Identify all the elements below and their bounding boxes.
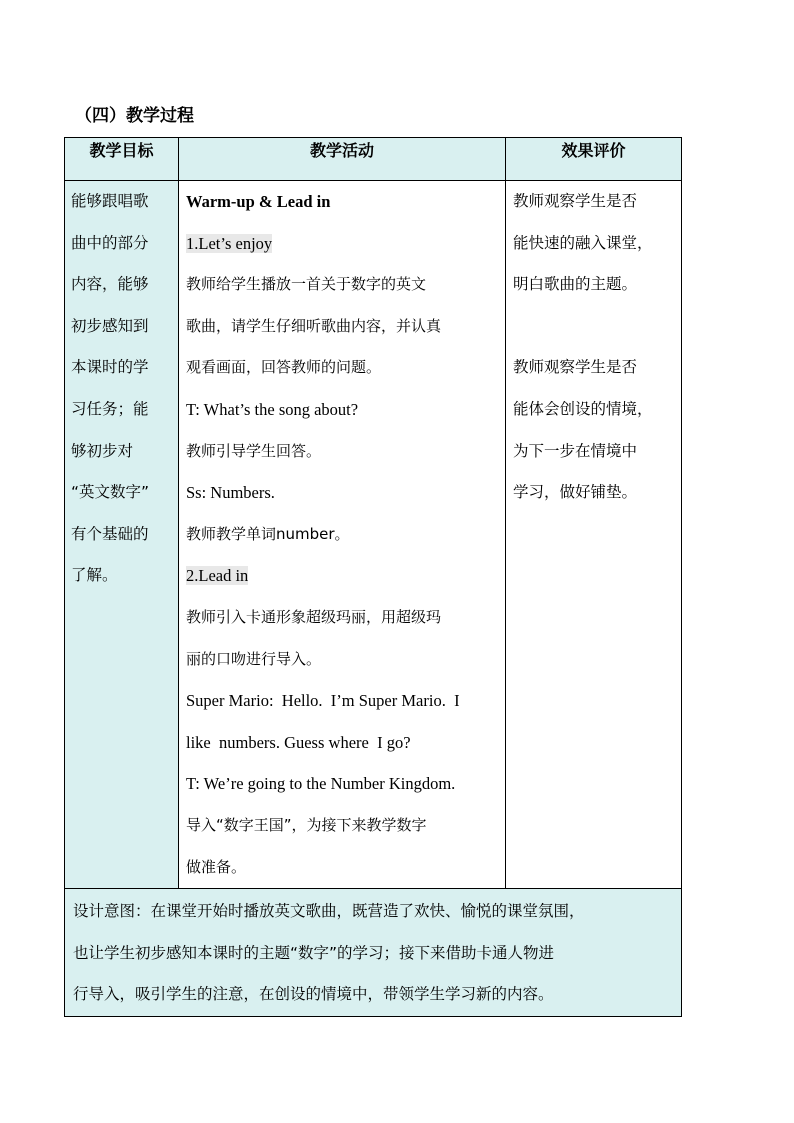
goal-line: 习任务；能 xyxy=(71,399,149,418)
design-intent-cell xyxy=(65,889,682,1017)
table-body-row xyxy=(65,181,682,889)
lesson-table xyxy=(64,137,682,1017)
goal-line: 有个基础的 xyxy=(71,524,149,543)
design-intent-text: 设计意图：在课堂开始时播放英文歌曲，既营造了欢快、愉悦的课堂氛围， xyxy=(73,902,585,921)
goal-cell xyxy=(65,181,179,889)
goal-line: 内容，能够 xyxy=(71,275,149,294)
mario-line: Super Mario: Hello. I’m Super Mario. I xyxy=(186,691,460,711)
goal-line: 初步感知到 xyxy=(71,316,149,335)
teacher-question: T: What’s the song about? xyxy=(186,399,359,419)
step2-title: 2.Lead in xyxy=(186,566,249,586)
goal-line: 能够跟唱歌 xyxy=(71,192,149,210)
design-intent-text: 行导入，吸引学生的注意，在创设的情境中，带领学生学习新的内容。 xyxy=(73,985,554,1004)
design-intent-row xyxy=(65,889,682,1017)
activity-text: 导入“数字王国”，为接下来教学数字 xyxy=(186,815,427,834)
activity-text: 丽的口吻进行导入。 xyxy=(186,649,322,668)
design-intent-text: 也让学生初步感知本课时的主题“数字”的学习；接下来借助卡通人物进 xyxy=(73,943,555,962)
student-answer: Ss: Numbers. xyxy=(186,483,275,503)
evaluation-text: 学习，做好铺垫。 xyxy=(513,483,638,502)
table-header-row xyxy=(65,138,682,181)
activity-text: 教师给学生播放一首关于数字的英文 xyxy=(186,275,427,294)
evaluation-text: 明白歌曲的主题。 xyxy=(513,275,638,294)
evaluation-text: 教师观察学生是否 xyxy=(513,358,638,377)
evaluation-text: 教师观察学生是否 xyxy=(513,192,638,210)
goal-line: 了解。 xyxy=(71,566,118,585)
activity-cell xyxy=(179,181,506,889)
activity-text: 教师引入卡通形象超级玛丽，用超级玛 xyxy=(186,607,442,626)
evaluation-text: 能体会创设的情境， xyxy=(513,399,653,418)
goal-line: 本课时的学 xyxy=(71,358,149,377)
goal-line: 曲中的部分 xyxy=(71,233,149,252)
teacher-line: T: We’re going to the Number Kingdom. xyxy=(186,774,456,794)
goal-line: “英文数字” xyxy=(71,483,150,502)
header-goal: 教学目标 xyxy=(65,138,179,181)
evaluation-cell xyxy=(506,181,682,889)
step1-title: 1.Let’s enjoy xyxy=(186,233,273,253)
header-evaluation: 效果评价 xyxy=(506,138,682,181)
evaluation-text: 能快速的融入课堂， xyxy=(513,233,653,252)
activity-text: 观看画面，回答教师的问题。 xyxy=(186,358,382,377)
activity-text: 做准备。 xyxy=(186,857,247,876)
activity-heading: Warm-up & Lead in xyxy=(186,192,331,211)
mario-line: like numbers. Guess where I go? xyxy=(186,732,411,752)
activity-text: 教师教学单词number。 xyxy=(186,524,350,543)
activity-text: 教师引导学生回答。 xyxy=(186,441,322,460)
header-activity: 教学活动 xyxy=(179,138,506,181)
evaluation-text: 为下一步在情境中 xyxy=(513,441,638,460)
section-title: （四）教学过程 xyxy=(75,106,194,126)
activity-text: 歌曲，请学生仔细听歌曲内容，并认真 xyxy=(186,316,442,335)
goal-line: 够初步对 xyxy=(71,441,134,460)
